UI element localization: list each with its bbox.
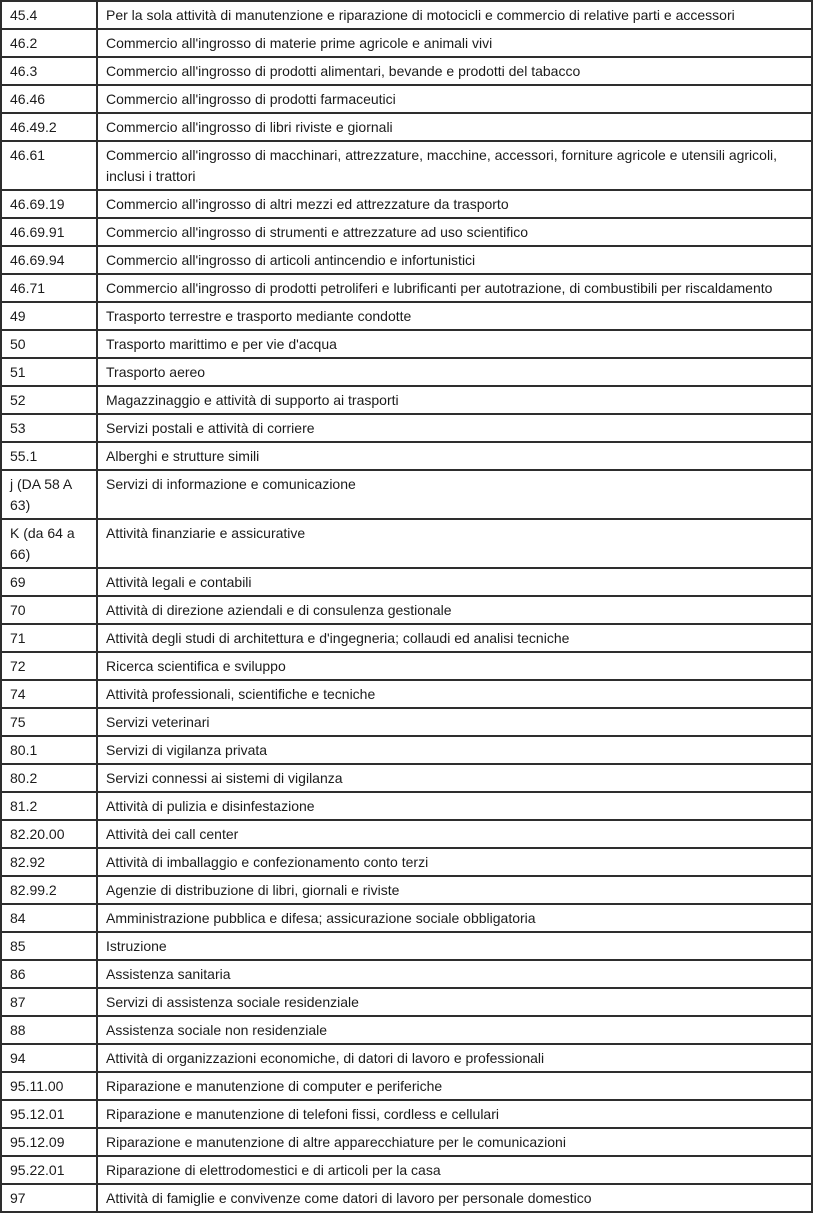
code-cell: 46.61 — [1, 141, 97, 190]
description-cell: Attività professionali, scientifiche e tecniche — [97, 680, 812, 708]
description-cell: Servizi connessi ai sistemi di vigilanza — [97, 764, 812, 792]
code-cell: j (DA 58 A 63) — [1, 470, 97, 519]
code-cell: 95.12.01 — [1, 1100, 97, 1128]
code-cell: 88 — [1, 1016, 97, 1044]
code-cell: 82.20.00 — [1, 820, 97, 848]
table-row — [1, 190, 812, 218]
table-row — [1, 1184, 812, 1212]
table-row — [1, 141, 812, 190]
code-cell: 46.46 — [1, 85, 97, 113]
table-row — [1, 904, 812, 932]
description-cell: Commercio all'ingrosso di strumenti e attrezzature ad uso scientifico — [97, 218, 812, 246]
code-cell: K (da 64 a 66) — [1, 519, 97, 568]
code-cell: 81.2 — [1, 792, 97, 820]
code-cell: 51 — [1, 358, 97, 386]
description-cell: Servizi di informazione e comunicazione — [97, 470, 812, 519]
table-row — [1, 652, 812, 680]
table-row — [1, 876, 812, 904]
description-cell: Commercio all'ingrosso di prodotti petroliferi e lubrificanti per autotrazione, di combustibili per riscaldamento — [97, 274, 812, 302]
code-cell: 82.92 — [1, 848, 97, 876]
table-row — [1, 764, 812, 792]
table-row — [1, 414, 812, 442]
description-cell: Attività degli studi di architettura e d'ingegneria; collaudi ed analisi tecniche — [97, 624, 812, 652]
code-cell: 46.49.2 — [1, 113, 97, 141]
code-cell: 52 — [1, 386, 97, 414]
code-cell: 80.1 — [1, 736, 97, 764]
code-cell: 53 — [1, 414, 97, 442]
table-row — [1, 792, 812, 820]
description-cell: Riparazione e manutenzione di computer e periferiche — [97, 1072, 812, 1100]
ateco-table-body — [1, 1, 812, 1212]
code-cell: 97 — [1, 1184, 97, 1212]
table-row — [1, 1100, 812, 1128]
description-cell: Commercio all'ingrosso di libri riviste e giornali — [97, 113, 812, 141]
code-cell: 72 — [1, 652, 97, 680]
code-cell: 87 — [1, 988, 97, 1016]
table-row — [1, 470, 812, 519]
table-row — [1, 218, 812, 246]
code-cell: 82.99.2 — [1, 876, 97, 904]
description-cell: Attività dei call center — [97, 820, 812, 848]
table-row — [1, 624, 812, 652]
table-row — [1, 386, 812, 414]
description-cell: Istruzione — [97, 932, 812, 960]
table-row — [1, 960, 812, 988]
table-row — [1, 1072, 812, 1100]
table-row — [1, 85, 812, 113]
code-cell: 46.69.94 — [1, 246, 97, 274]
description-cell: Attività di direzione aziendali e di consulenza gestionale — [97, 596, 812, 624]
description-cell: Ricerca scientifica e sviluppo — [97, 652, 812, 680]
table-row — [1, 568, 812, 596]
table-row — [1, 1044, 812, 1072]
table-row — [1, 1, 812, 29]
description-cell: Trasporto marittimo e per vie d'acqua — [97, 330, 812, 358]
code-cell: 69 — [1, 568, 97, 596]
code-cell: 46.69.91 — [1, 218, 97, 246]
description-cell: Alberghi e strutture simili — [97, 442, 812, 470]
description-cell: Riparazione e manutenzione di altre apparecchiature per le comunicazioni — [97, 1128, 812, 1156]
table-row — [1, 596, 812, 624]
table-row — [1, 246, 812, 274]
table-row — [1, 708, 812, 736]
code-cell: 71 — [1, 624, 97, 652]
table-row — [1, 1128, 812, 1156]
table-row — [1, 848, 812, 876]
table-row — [1, 442, 812, 470]
description-cell: Commercio all'ingrosso di altri mezzi ed attrezzature da trasporto — [97, 190, 812, 218]
table-row — [1, 330, 812, 358]
description-cell: Amministrazione pubblica e difesa; assicurazione sociale obbligatoria — [97, 904, 812, 932]
description-cell: Assistenza sociale non residenziale — [97, 1016, 812, 1044]
code-cell: 94 — [1, 1044, 97, 1072]
description-cell: Servizi postali e attività di corriere — [97, 414, 812, 442]
code-cell: 46.2 — [1, 29, 97, 57]
code-cell: 95.22.01 — [1, 1156, 97, 1184]
table-row — [1, 519, 812, 568]
code-cell: 95.11.00 — [1, 1072, 97, 1100]
code-cell: 75 — [1, 708, 97, 736]
description-cell: Agenzie di distribuzione di libri, giornali e riviste — [97, 876, 812, 904]
code-cell: 55.1 — [1, 442, 97, 470]
table-row — [1, 274, 812, 302]
table-row — [1, 302, 812, 330]
code-cell: 74 — [1, 680, 97, 708]
description-cell: Attività finanziarie e assicurative — [97, 519, 812, 568]
description-cell: Attività di pulizia e disinfestazione — [97, 792, 812, 820]
code-cell: 46.69.19 — [1, 190, 97, 218]
code-cell: 95.12.09 — [1, 1128, 97, 1156]
description-cell: Commercio all'ingrosso di materie prime agricole e animali vivi — [97, 29, 812, 57]
code-cell: 49 — [1, 302, 97, 330]
description-cell: Trasporto terrestre e trasporto mediante condotte — [97, 302, 812, 330]
description-cell: Servizi di vigilanza privata — [97, 736, 812, 764]
description-cell: Attività di imballaggio e confezionamento conto terzi — [97, 848, 812, 876]
table-row — [1, 29, 812, 57]
code-cell: 46.71 — [1, 274, 97, 302]
code-cell: 70 — [1, 596, 97, 624]
description-cell: Commercio all'ingrosso di prodotti farmaceutici — [97, 85, 812, 113]
table-row — [1, 820, 812, 848]
table-row — [1, 113, 812, 141]
code-cell: 45.4 — [1, 1, 97, 29]
description-cell: Per la sola attività di manutenzione e riparazione di motocicli e commercio di relative parti e accessori — [97, 1, 812, 29]
table-row — [1, 1156, 812, 1184]
code-cell: 46.3 — [1, 57, 97, 85]
description-cell: Riparazione di elettrodomestici e di articoli per la casa — [97, 1156, 812, 1184]
table-row — [1, 1016, 812, 1044]
code-cell: 50 — [1, 330, 97, 358]
description-cell: Servizi di assistenza sociale residenziale — [97, 988, 812, 1016]
description-cell: Trasporto aereo — [97, 358, 812, 386]
description-cell: Attività di famiglie e convivenze come datori di lavoro per personale domestico — [97, 1184, 812, 1212]
table-row — [1, 932, 812, 960]
code-cell: 86 — [1, 960, 97, 988]
code-cell: 85 — [1, 932, 97, 960]
code-cell: 80.2 — [1, 764, 97, 792]
table-row — [1, 57, 812, 85]
description-cell: Attività legali e contabili — [97, 568, 812, 596]
description-cell: Commercio all'ingrosso di prodotti alimentari, bevande e prodotti del tabacco — [97, 57, 812, 85]
description-cell: Commercio all'ingrosso di articoli antincendio e infortunistici — [97, 246, 812, 274]
table-row — [1, 358, 812, 386]
description-cell: Servizi veterinari — [97, 708, 812, 736]
table-row — [1, 736, 812, 764]
description-cell: Riparazione e manutenzione di telefoni fissi, cordless e cellulari — [97, 1100, 812, 1128]
description-cell: Commercio all'ingrosso di macchinari, attrezzature, macchine, accessori, forniture agricole e utensili agricoli, inclusi i trattori — [97, 141, 812, 190]
description-cell: Magazzinaggio e attività di supporto ai trasporti — [97, 386, 812, 414]
description-cell: Attività di organizzazioni economiche, di datori di lavoro e professionali — [97, 1044, 812, 1072]
description-cell: Assistenza sanitaria — [97, 960, 812, 988]
table-row — [1, 680, 812, 708]
code-cell: 84 — [1, 904, 97, 932]
table-row — [1, 988, 812, 1016]
